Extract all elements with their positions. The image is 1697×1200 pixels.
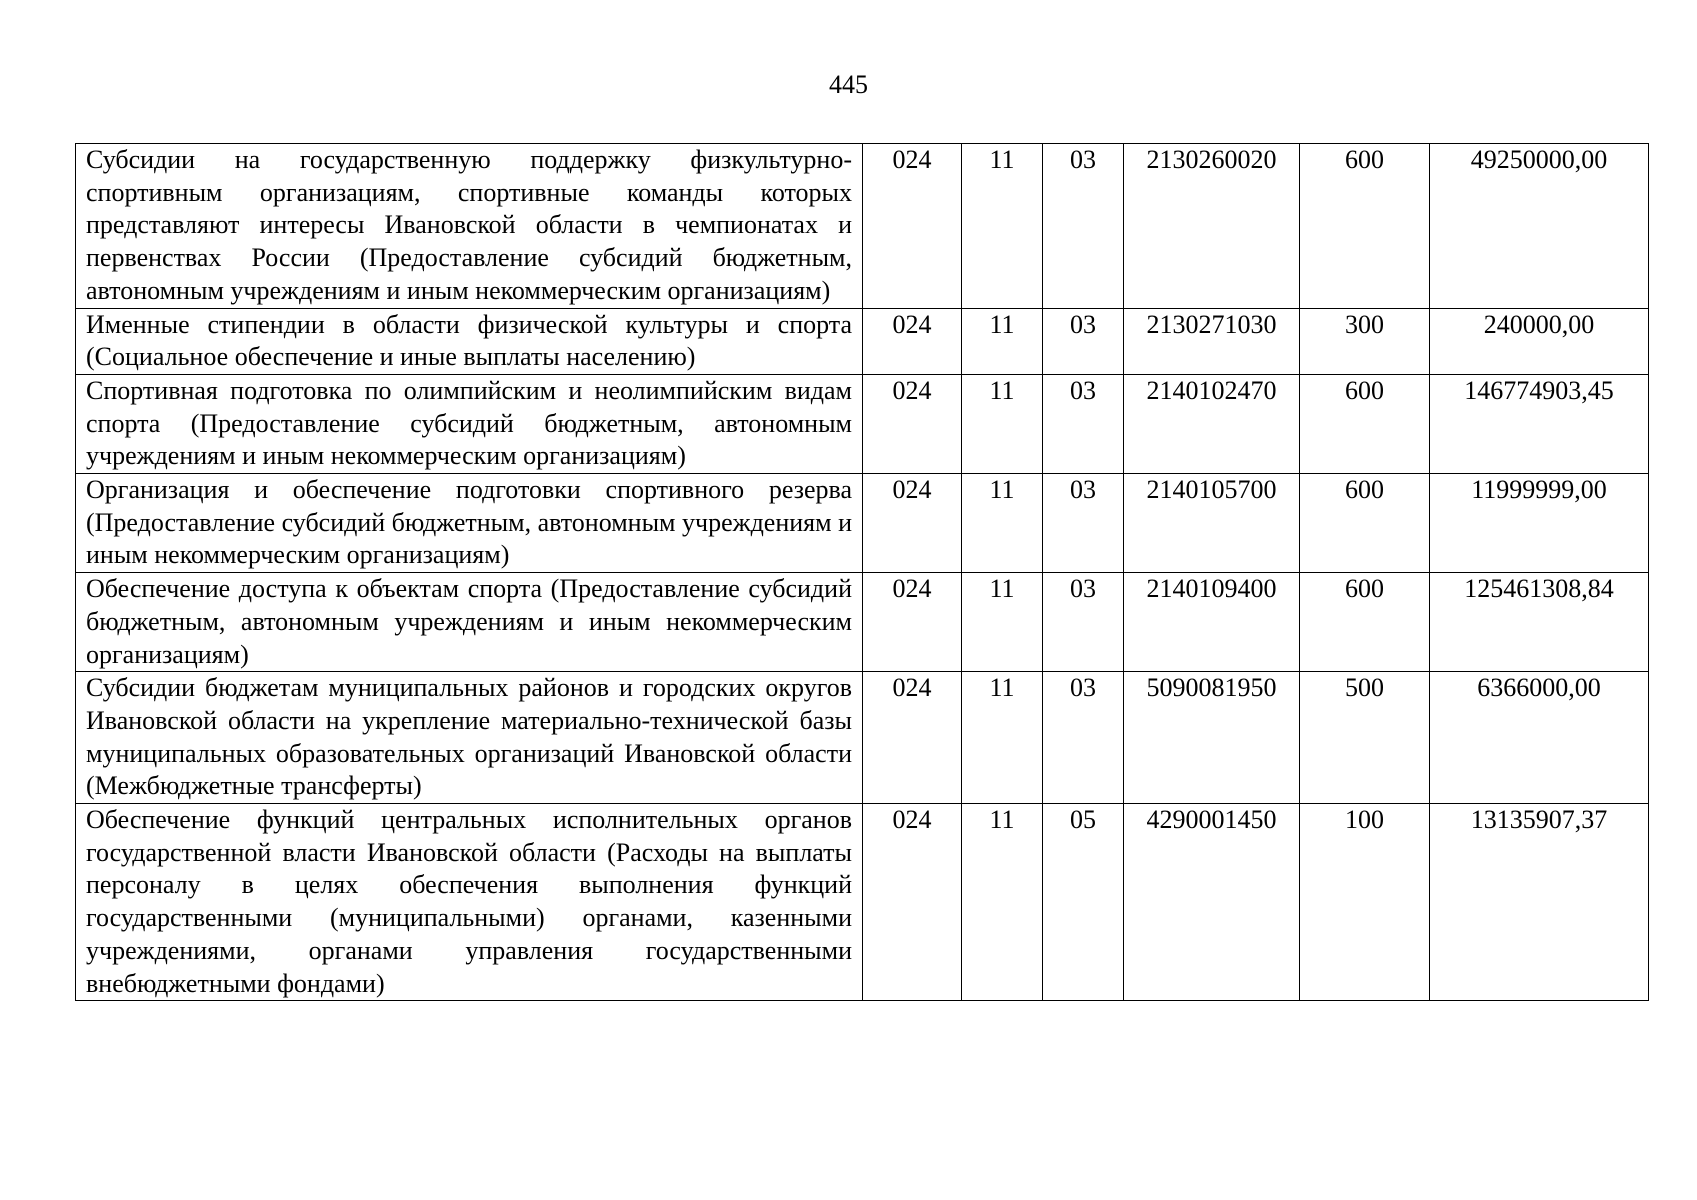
ministry-code: 024 — [863, 308, 962, 374]
table-row — [76, 144, 1649, 309]
ministry-code: 024 — [863, 573, 962, 672]
ministry-code: 024 — [863, 374, 962, 473]
subsection-code: 03 — [1043, 474, 1124, 573]
expense-type-code: 600 — [1300, 144, 1430, 309]
expense-type-code: 600 — [1300, 474, 1430, 573]
expense-type-code: 600 — [1300, 573, 1430, 672]
amount: 146774903,45 — [1430, 374, 1649, 473]
table-row — [76, 804, 1649, 1001]
amount: 6366000,00 — [1430, 672, 1649, 804]
ministry-code: 024 — [863, 474, 962, 573]
subsection-code: 03 — [1043, 144, 1124, 309]
subsection-code: 03 — [1043, 573, 1124, 672]
subsection-code: 03 — [1043, 374, 1124, 473]
ministry-code: 024 — [863, 144, 962, 309]
section-code: 11 — [962, 804, 1043, 1001]
target-article-code: 2140109400 — [1124, 573, 1300, 672]
expense-type-code: 300 — [1300, 308, 1430, 374]
target-article-code: 2130271030 — [1124, 308, 1300, 374]
amount: 11999999,00 — [1430, 474, 1649, 573]
amount: 125461308,84 — [1430, 573, 1649, 672]
row-description: Спортивная подготовка по олимпийским и неолимпийским видам спорта (Предоставление субсидий бюджетным, автономным учреждениям и иным некоммерческим организациям) — [76, 374, 863, 473]
table-row — [76, 308, 1649, 374]
target-article-code: 2130260020 — [1124, 144, 1300, 309]
target-article-code: 2140105700 — [1124, 474, 1300, 573]
section-code: 11 — [962, 144, 1043, 309]
table-row — [76, 374, 1649, 473]
row-description: Обеспечение функций центральных исполнительных органов государственной власти Ивановской области (Расходы на выплаты персоналу в целях обеспечения выполнения функций государственными (муниципальными) органами, казенными учреждениями, органами управления государственными внебюджетными фондами) — [76, 804, 863, 1001]
table-row — [76, 573, 1649, 672]
target-article-code: 5090081950 — [1124, 672, 1300, 804]
row-description: Именные стипендии в области физической культуры и спорта (Социальное обеспечение и иные выплаты населению) — [76, 308, 863, 374]
amount: 49250000,00 — [1430, 144, 1649, 309]
row-description: Организация и обеспечение подготовки спортивного резерва (Предоставление субсидий бюджетным, автономным учреждениям и иным некоммерческим организациям) — [76, 474, 863, 573]
section-code: 11 — [962, 374, 1043, 473]
ministry-code: 024 — [863, 804, 962, 1001]
section-code: 11 — [962, 573, 1043, 672]
section-code: 11 — [962, 672, 1043, 804]
subsection-code: 05 — [1043, 804, 1124, 1001]
target-article-code: 2140102470 — [1124, 374, 1300, 473]
amount: 13135907,37 — [1430, 804, 1649, 1001]
row-description: Субсидии бюджетам муниципальных районов и городских округов Ивановской области на укрепление материально-технической базы муниципальных образовательных организаций Ивановской области (Межбюджетные трансферты) — [76, 672, 863, 804]
page-number: 445 — [829, 70, 868, 99]
subsection-code: 03 — [1043, 308, 1124, 374]
section-code: 11 — [962, 308, 1043, 374]
target-article-code: 4290001450 — [1124, 804, 1300, 1001]
table-row — [76, 672, 1649, 804]
budget-table — [75, 143, 1649, 1001]
subsection-code: 03 — [1043, 672, 1124, 804]
expense-type-code: 500 — [1300, 672, 1430, 804]
expense-type-code: 100 — [1300, 804, 1430, 1001]
row-description: Обеспечение доступа к объектам спорта (Предоставление субсидий бюджетным, автономным учреждениям и иным некоммерческим организациям) — [76, 573, 863, 672]
ministry-code: 024 — [863, 672, 962, 804]
amount: 240000,00 — [1430, 308, 1649, 374]
table-row — [76, 474, 1649, 573]
row-description: Субсидии на государственную поддержку физкультурно-спортивным организациям, спортивные команды которых представляют интересы Ивановской области в чемпионатах и первенствах России (Предоставление субсидий бюджетным, автономным учреждениям и иным некоммерческим организациям) — [76, 144, 863, 309]
expense-type-code: 600 — [1300, 374, 1430, 473]
section-code: 11 — [962, 474, 1043, 573]
